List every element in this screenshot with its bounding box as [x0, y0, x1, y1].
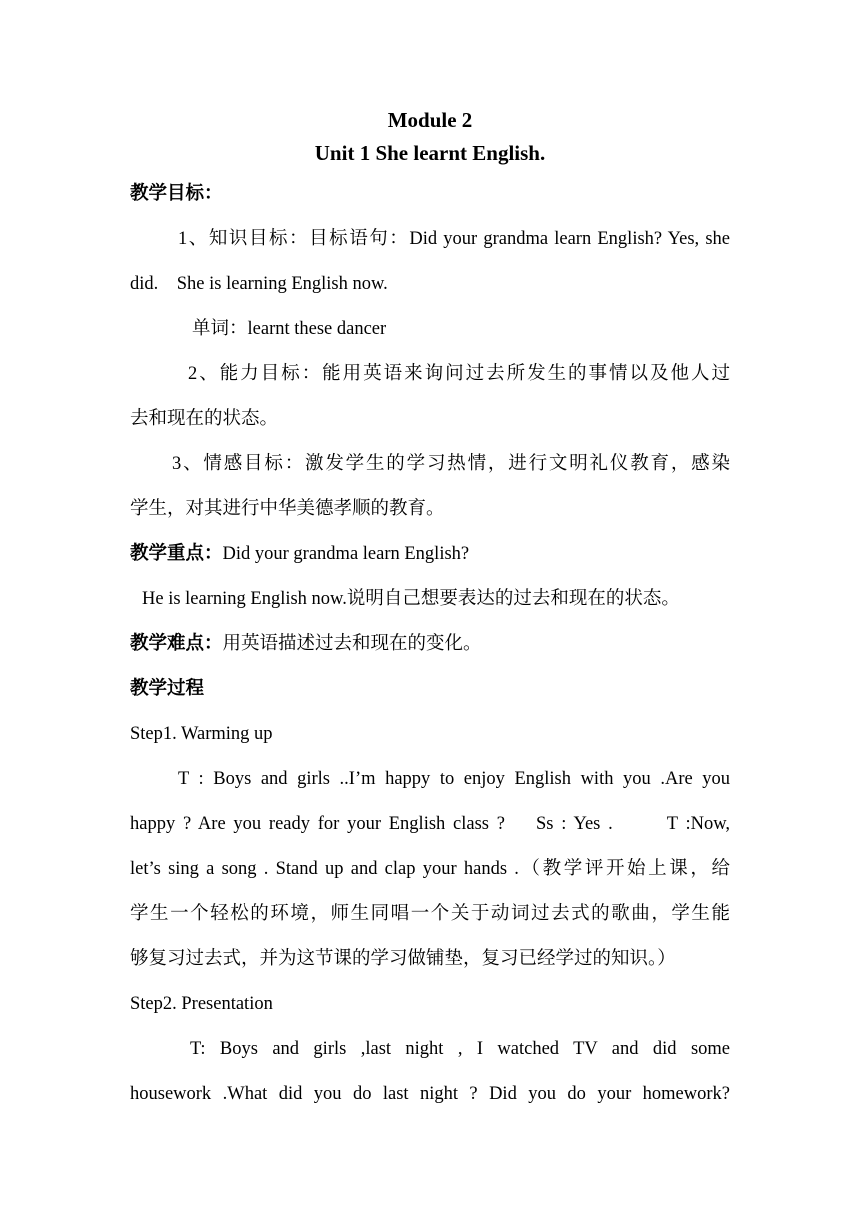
key-points-text: Did your grandma learn English?: [222, 544, 470, 564]
knowledge-objective-line1: 1、知识目标：目标语句：Did your grandma learn English? Yes, she: [178, 229, 730, 249]
step1-title: Step1. Warming up: [130, 724, 273, 744]
step1-line5: 够复习过去式，并为这节课的学习做铺垫，复习已经学过的知识。）: [130, 949, 676, 969]
difficulties-text: 用英语描述过去和现在的变化。: [222, 634, 482, 654]
objectives-heading: 教学目标：: [130, 184, 223, 204]
key-points-line2: He is learning English now.说明自己想要表达的过去和现在的状态。: [142, 589, 680, 609]
words-line: 单词：learnt these dancer: [192, 319, 387, 339]
difficulties: [130, 622, 730, 667]
key-points-label: 教学重点：: [130, 544, 223, 564]
step2-line1: T: Boys and girls ,last night , I watched TV and did some: [190, 1039, 730, 1059]
key-points: [130, 532, 730, 577]
knowledge-objective-line2: did. She is learning English now.: [130, 274, 388, 294]
step1-line1: T : Boys and girls ..I’m happy to enjoy English with you .Are you: [178, 769, 730, 789]
emotion-objective-line1: 3、情感目标：激发学生的学习热情，进行文明礼仪教育，感染: [172, 454, 730, 474]
ability-objective-line2: 去和现在的状态。: [130, 409, 279, 429]
step1-line3: let’s sing a song . Stand up and clap your hands .（教学评开始上课，给: [130, 859, 730, 879]
step2-line2: housework .What did you do last night ? Did you do your homework?: [130, 1084, 730, 1104]
unit-title: Unit 1 She learnt English.: [314, 141, 546, 165]
difficulties-label: 教学难点：: [130, 634, 223, 654]
step1-line2: happy ? Are you ready for your English class ? Ss : Yes . T :Now,: [130, 814, 730, 834]
step1-line4: 学生一个轻松的环境，师生同唱一个关于动词过去式的歌曲，学生能: [130, 904, 730, 924]
process-heading: 教学过程: [130, 679, 205, 699]
ability-objective-line1: 2、能力目标：能用英语来询问过去所发生的事情以及他人过: [188, 364, 730, 384]
module-title: Module 2: [387, 108, 473, 132]
step2-title: Step2. Presentation: [130, 994, 273, 1014]
lesson-plan: [130, 104, 730, 1117]
emotion-objective-line2: 学生，对其进行中华美德孝顺的教育。: [130, 499, 445, 519]
